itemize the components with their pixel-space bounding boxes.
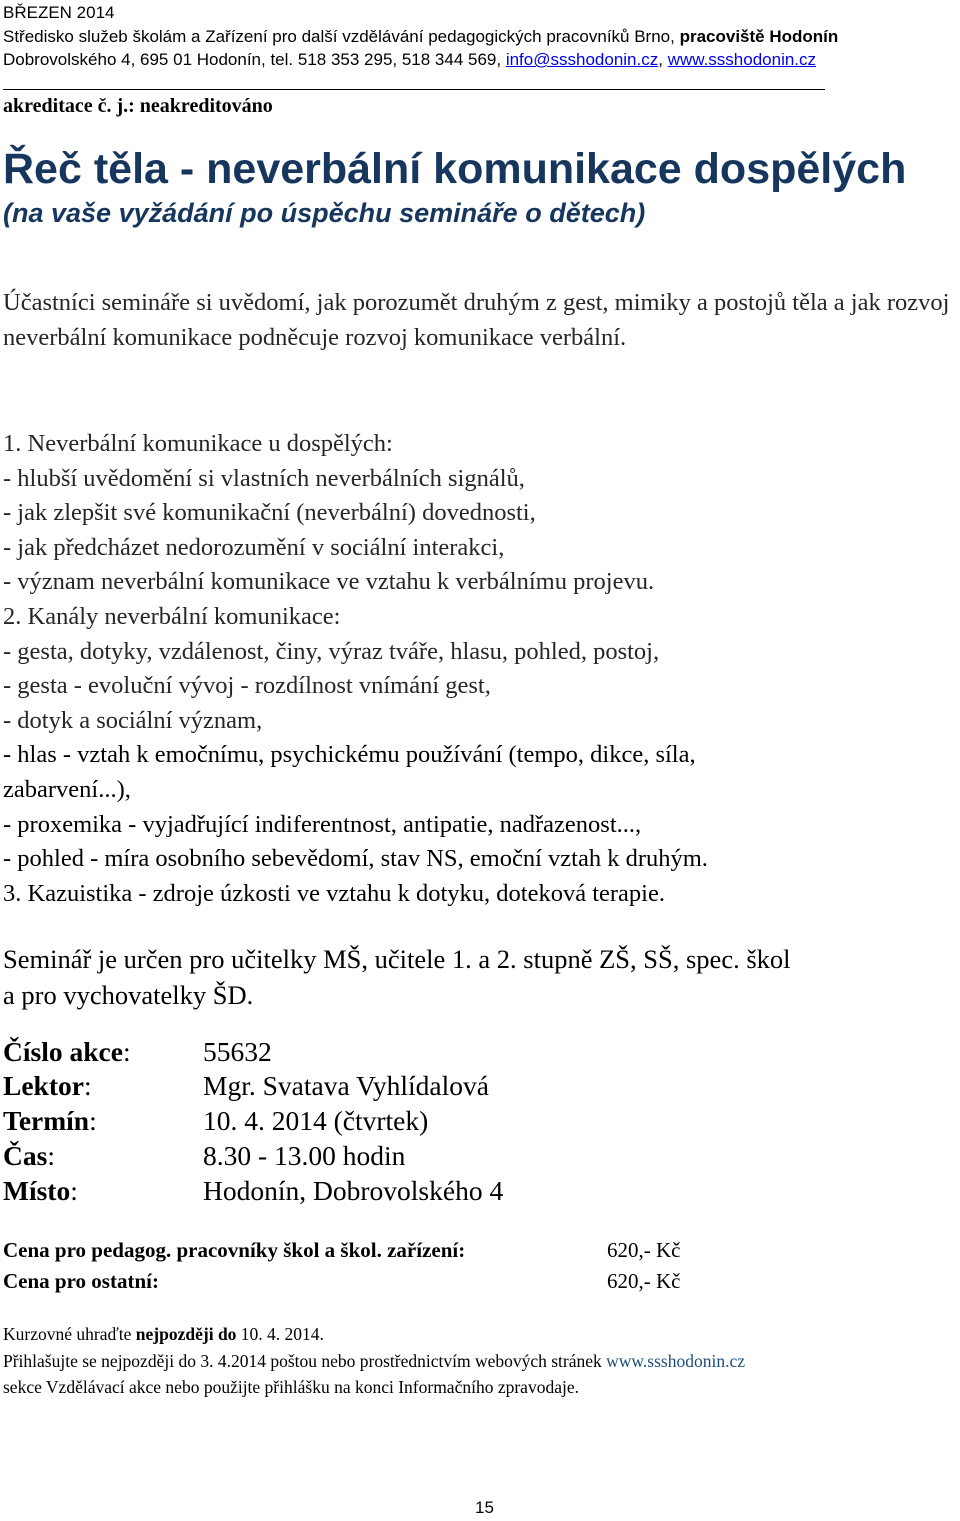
header-organization xyxy=(3,27,838,47)
price-value-teachers: 620,- Kč xyxy=(607,1238,681,1262)
info-label-time: Čas xyxy=(3,1140,48,1171)
header-website-link[interactable]: www.ssshodonin.cz xyxy=(667,50,817,69)
info-value-place: Hodonín, Dobrovolského 4 xyxy=(203,1175,504,1206)
registration-note xyxy=(3,1350,745,1373)
info-row-place xyxy=(3,1174,503,1208)
info-row-date xyxy=(3,1104,428,1138)
price-label-others: Cena pro ostatní: xyxy=(3,1269,159,1293)
program-list xyxy=(3,427,708,911)
target-audience-line: Seminář je určen pro učitelky MŠ, učitele 1. a 2. stupně ZŠ, SŠ, spec. škol xyxy=(3,944,791,974)
target-audience xyxy=(3,941,791,1013)
list-item: - význam neverbální komunikace ve vztahu k verbálnímu projevu. xyxy=(3,568,655,596)
list-item: - hlas - vztah k emočnímu, psychickému používání (tempo, dikce, síla, xyxy=(3,741,696,769)
page-title: Řeč těla - neverbální komunikace dospělých xyxy=(3,145,907,193)
payment-prefix: Kurzovné uhraďte xyxy=(3,1324,136,1344)
list-item: - proxemika - vyjadřující indiferentnost, antipatie, nadřazenost..., xyxy=(3,810,642,838)
info-label-place: Místo xyxy=(3,1175,71,1206)
price-row-teachers xyxy=(3,1236,680,1264)
payment-deadline-emphasis: nejpozději do xyxy=(135,1324,237,1344)
header-org-branch: pracoviště Hodonín xyxy=(679,27,839,46)
registration-website-link[interactable]: www.ssshodonin.cz xyxy=(606,1351,746,1371)
price-value-others: 620,- Kč xyxy=(607,1269,681,1293)
info-value-action: 55632 xyxy=(203,1036,272,1067)
list-item: - gesta, dotyky, vzdálenost, činy, výraz tváře, hlasu, pohled, postoj, xyxy=(3,637,660,665)
header-date: BŘEZEN 2014 xyxy=(3,3,115,22)
header-separator: , xyxy=(658,50,668,69)
info-colon: : xyxy=(89,1105,97,1136)
intro-paragraph: Účastníci semináře si uvědomí, jak porozumět druhým z gest, mimiky a postojů těla a jak rozvoj neverbální komunikace podněcuje rozvoj komunikace verbální. xyxy=(3,289,950,351)
list-item: - pohled - míra osobního sebevědomí, stav NS, emoční vztah k druhým. xyxy=(3,845,708,873)
header-divider xyxy=(3,89,825,90)
info-value-date: 10. 4. 2014 (čtvrtek) xyxy=(203,1105,429,1136)
header-org-name: Středisko služeb školám a Zařízení pro další vzdělávání pedagogických pracovníků Brno, xyxy=(3,27,680,46)
program-heading-1: 1. Neverbální komunikace u dospělých: xyxy=(3,430,393,457)
page-subtitle: (na vaše vyžádání po úspěchu semináře o dětech) xyxy=(3,198,646,228)
info-row-time xyxy=(3,1139,405,1173)
header-address: Dobrovolského 4, 695 01 Hodonín, tel. 518 353 295, 518 344 569, xyxy=(3,50,506,69)
info-value-time: 8.30 - 13.00 hodin xyxy=(203,1140,406,1171)
list-item: - jak zlepšit své komunikační (neverbální) dovednosti, xyxy=(3,499,536,527)
header-email-link[interactable]: info@ssshodonin.cz xyxy=(505,50,659,69)
program-heading-3: 3. Kazuistika - zdroje úzkosti ve vztahu k dotyku, doteková terapie. xyxy=(3,879,665,907)
list-item: - hlubší uvědomění si vlastních neverbálních signálů, xyxy=(3,464,525,492)
info-label-lecturer: Lektor xyxy=(3,1070,84,1101)
info-row-action xyxy=(3,1035,272,1069)
list-item: - gesta - evoluční vývoj - rozdílnost vnímání gest, xyxy=(3,672,491,700)
registration-text: Přihlašujte se nejpozději do 3. 4.2014 poštou nebo prostřednictvím webových stránek xyxy=(3,1351,607,1371)
info-colon: : xyxy=(47,1140,55,1171)
info-label-action: Číslo akce xyxy=(3,1036,123,1067)
registration-note-line2: sekce Vzdělávací akce nebo použijte přihlášku na konci Informačního zpravodaje. xyxy=(3,1377,579,1397)
info-row-lecturer xyxy=(3,1069,489,1103)
list-item: zabarvení...), xyxy=(3,775,131,803)
target-audience-line: a pro vychovatelky ŠD. xyxy=(3,980,254,1010)
info-value-lecturer: Mgr. Svatava Vyhlídalová xyxy=(203,1070,489,1101)
info-colon: : xyxy=(70,1175,78,1206)
info-colon: : xyxy=(122,1036,131,1067)
page-number: 15 xyxy=(475,1498,494,1517)
list-item: - jak předcházet nedorozumění v sociální interakci, xyxy=(3,533,505,561)
header-contact xyxy=(3,50,816,70)
payment-note xyxy=(3,1323,324,1346)
list-item: - dotyk a sociální význam, xyxy=(3,706,263,734)
price-label-teachers: Cena pro pedagog. pracovníky škol a škol. zařízení: xyxy=(3,1238,466,1262)
program-heading-2: 2. Kanály neverbální komunikace: xyxy=(3,602,341,630)
price-row-others xyxy=(3,1267,680,1295)
info-colon: : xyxy=(83,1070,92,1101)
info-label-date: Termín xyxy=(3,1105,90,1136)
accreditation-text: akreditace č. j.: neakreditováno xyxy=(3,95,273,117)
payment-suffix: 10. 4. 2014. xyxy=(236,1324,324,1344)
